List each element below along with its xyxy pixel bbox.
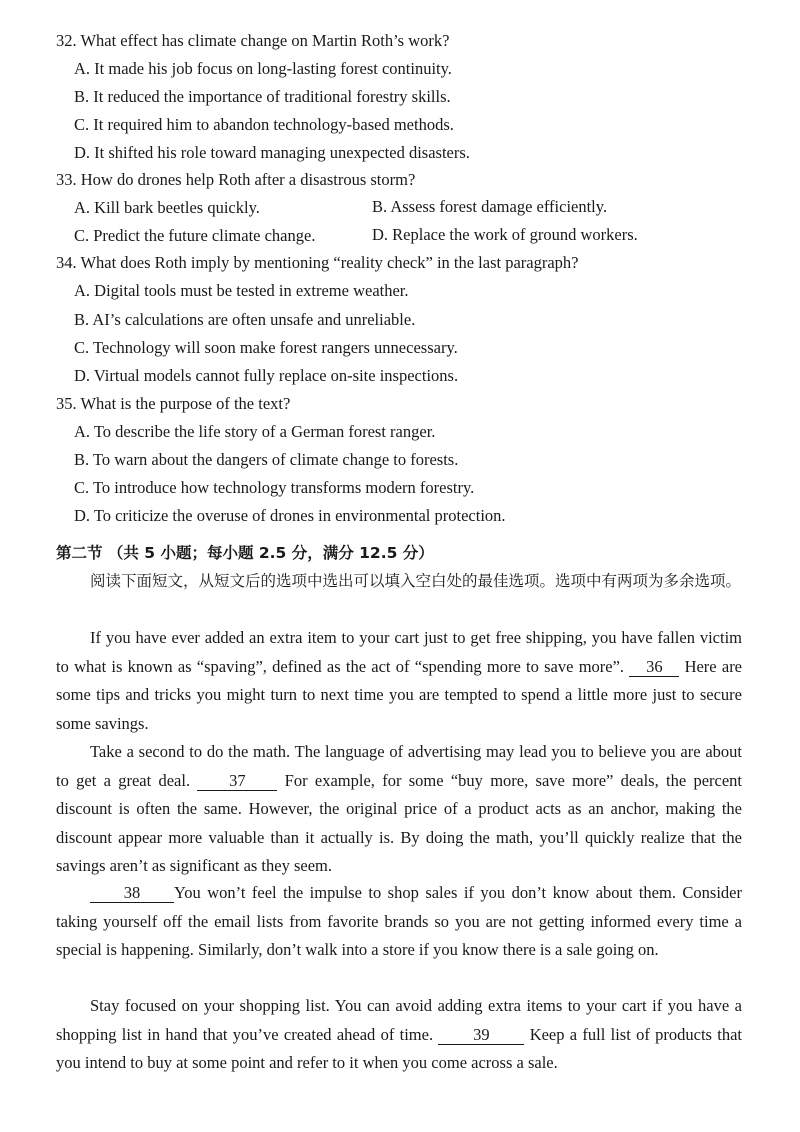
passage-paragraph-1 <box>56 624 742 738</box>
section-2-instruction <box>56 567 742 596</box>
paragraph-1-text-a: If you have ever added an extra item to your cart just to get free shipping, you have fallen victim to what is known as “spaving”, defined as the act of “spending more to save more”. <box>56 628 742 676</box>
question-33-option-d: D. Replace the work of ground workers. <box>372 225 638 244</box>
question-34-option-b: B. AI’s calculations are often unsafe and unreliable. <box>74 310 416 329</box>
question-35-option-a: A. To describe the life story of a German forest ranger. <box>74 422 436 441</box>
question-32-option-c: C. It required him to abandon technology-based methods. <box>74 115 454 134</box>
question-33-option-b: B. Assess forest damage efficiently. <box>372 197 608 216</box>
question-33-stem: 33. How do drones help Roth after a disastrous storm? <box>56 170 416 189</box>
question-32-stem: 32. What effect has climate change on Martin Roth’s work? <box>56 31 450 50</box>
question-32-option-d: D. It shifted his role toward managing unexpected disasters. <box>74 143 470 162</box>
paragraph-4-text-a: Stay focused on your shopping list. You can avoid adding extra items to your cart if you have a shopping list in hand that you’ve created ahead of time. <box>56 996 742 1044</box>
question-32-option-a: A. It made his job focus on long-lasting forest continuity. <box>74 59 452 78</box>
blank-39: 39 <box>438 1026 524 1045</box>
paragraph-2-text-b: For example, for some “buy more, save more” deals, the percent discount is often the same. However, the original price of a product acts as an anchor, making the discount appear more valuable than it actually is. By doing the math, you’ll quickly realize that the savings aren’t as significant as they seem. <box>56 770 742 875</box>
blank-38: 38 <box>90 884 174 903</box>
question-34-option-d: D. Virtual models cannot fully replace on-site inspections. <box>74 366 459 385</box>
paragraph-4-text-b: Keep a full list of products that you intend to buy at some point and refer to it when you come across a sale. <box>56 1024 742 1072</box>
instruction-text: 阅读下面短文，从短文后的选项中选出可以填入空白处的最佳选项。选项中有两项为多余选项。 <box>90 572 742 590</box>
passage-paragraph-3 <box>56 879 742 965</box>
question-32-option-b: B. It reduced the importance of traditional forestry skills. <box>74 87 451 106</box>
question-34-option-a: A. Digital tools must be tested in extreme weather. <box>74 281 409 300</box>
question-34-option-c: C. Technology will soon make forest rangers unnecessary. <box>74 338 458 357</box>
question-35-stem: 35. What is the purpose of the text? <box>56 394 291 413</box>
passage-paragraph-4 <box>56 992 742 1078</box>
blank-36: 36 <box>629 658 679 677</box>
paragraph-2-text-a: Take a second to do the math. The language of advertising may lead you to believe you are about to get a great deal. <box>56 742 742 790</box>
section-2-heading: 第二节 （共 5 小题；每小题 2.5 分，满分 12.5 分） <box>56 544 434 562</box>
blank-37: 37 <box>197 772 277 791</box>
question-33-option-c: C. Predict the future climate change. <box>74 226 316 245</box>
question-35-option-c: C. To introduce how technology transforms modern forestry. <box>74 478 475 497</box>
paragraph-3-text: You won’t feel the impulse to shop sales if you don’t know about them. Consider taking yourself off the email lists from favorite brands so you are not getting informed every time a special is happening. Similarly, don’t walk into a store if you know there is a sale going on. <box>56 883 742 959</box>
question-35-option-d: D. To criticize the overuse of drones in environmental protection. <box>74 506 506 525</box>
paragraph-1-text-b: Here are some tips and tricks you might turn to next time you are tempted to spend a little more just to secure some savings. <box>56 656 743 733</box>
question-35-option-b: B. To warn about the dangers of climate change to forests. <box>74 450 459 469</box>
question-33-option-a: A. Kill bark beetles quickly. <box>74 198 260 217</box>
question-34-stem: 34. What does Roth imply by mentioning “reality check” in the last paragraph? <box>56 253 579 272</box>
passage-paragraph-2 <box>56 738 742 881</box>
